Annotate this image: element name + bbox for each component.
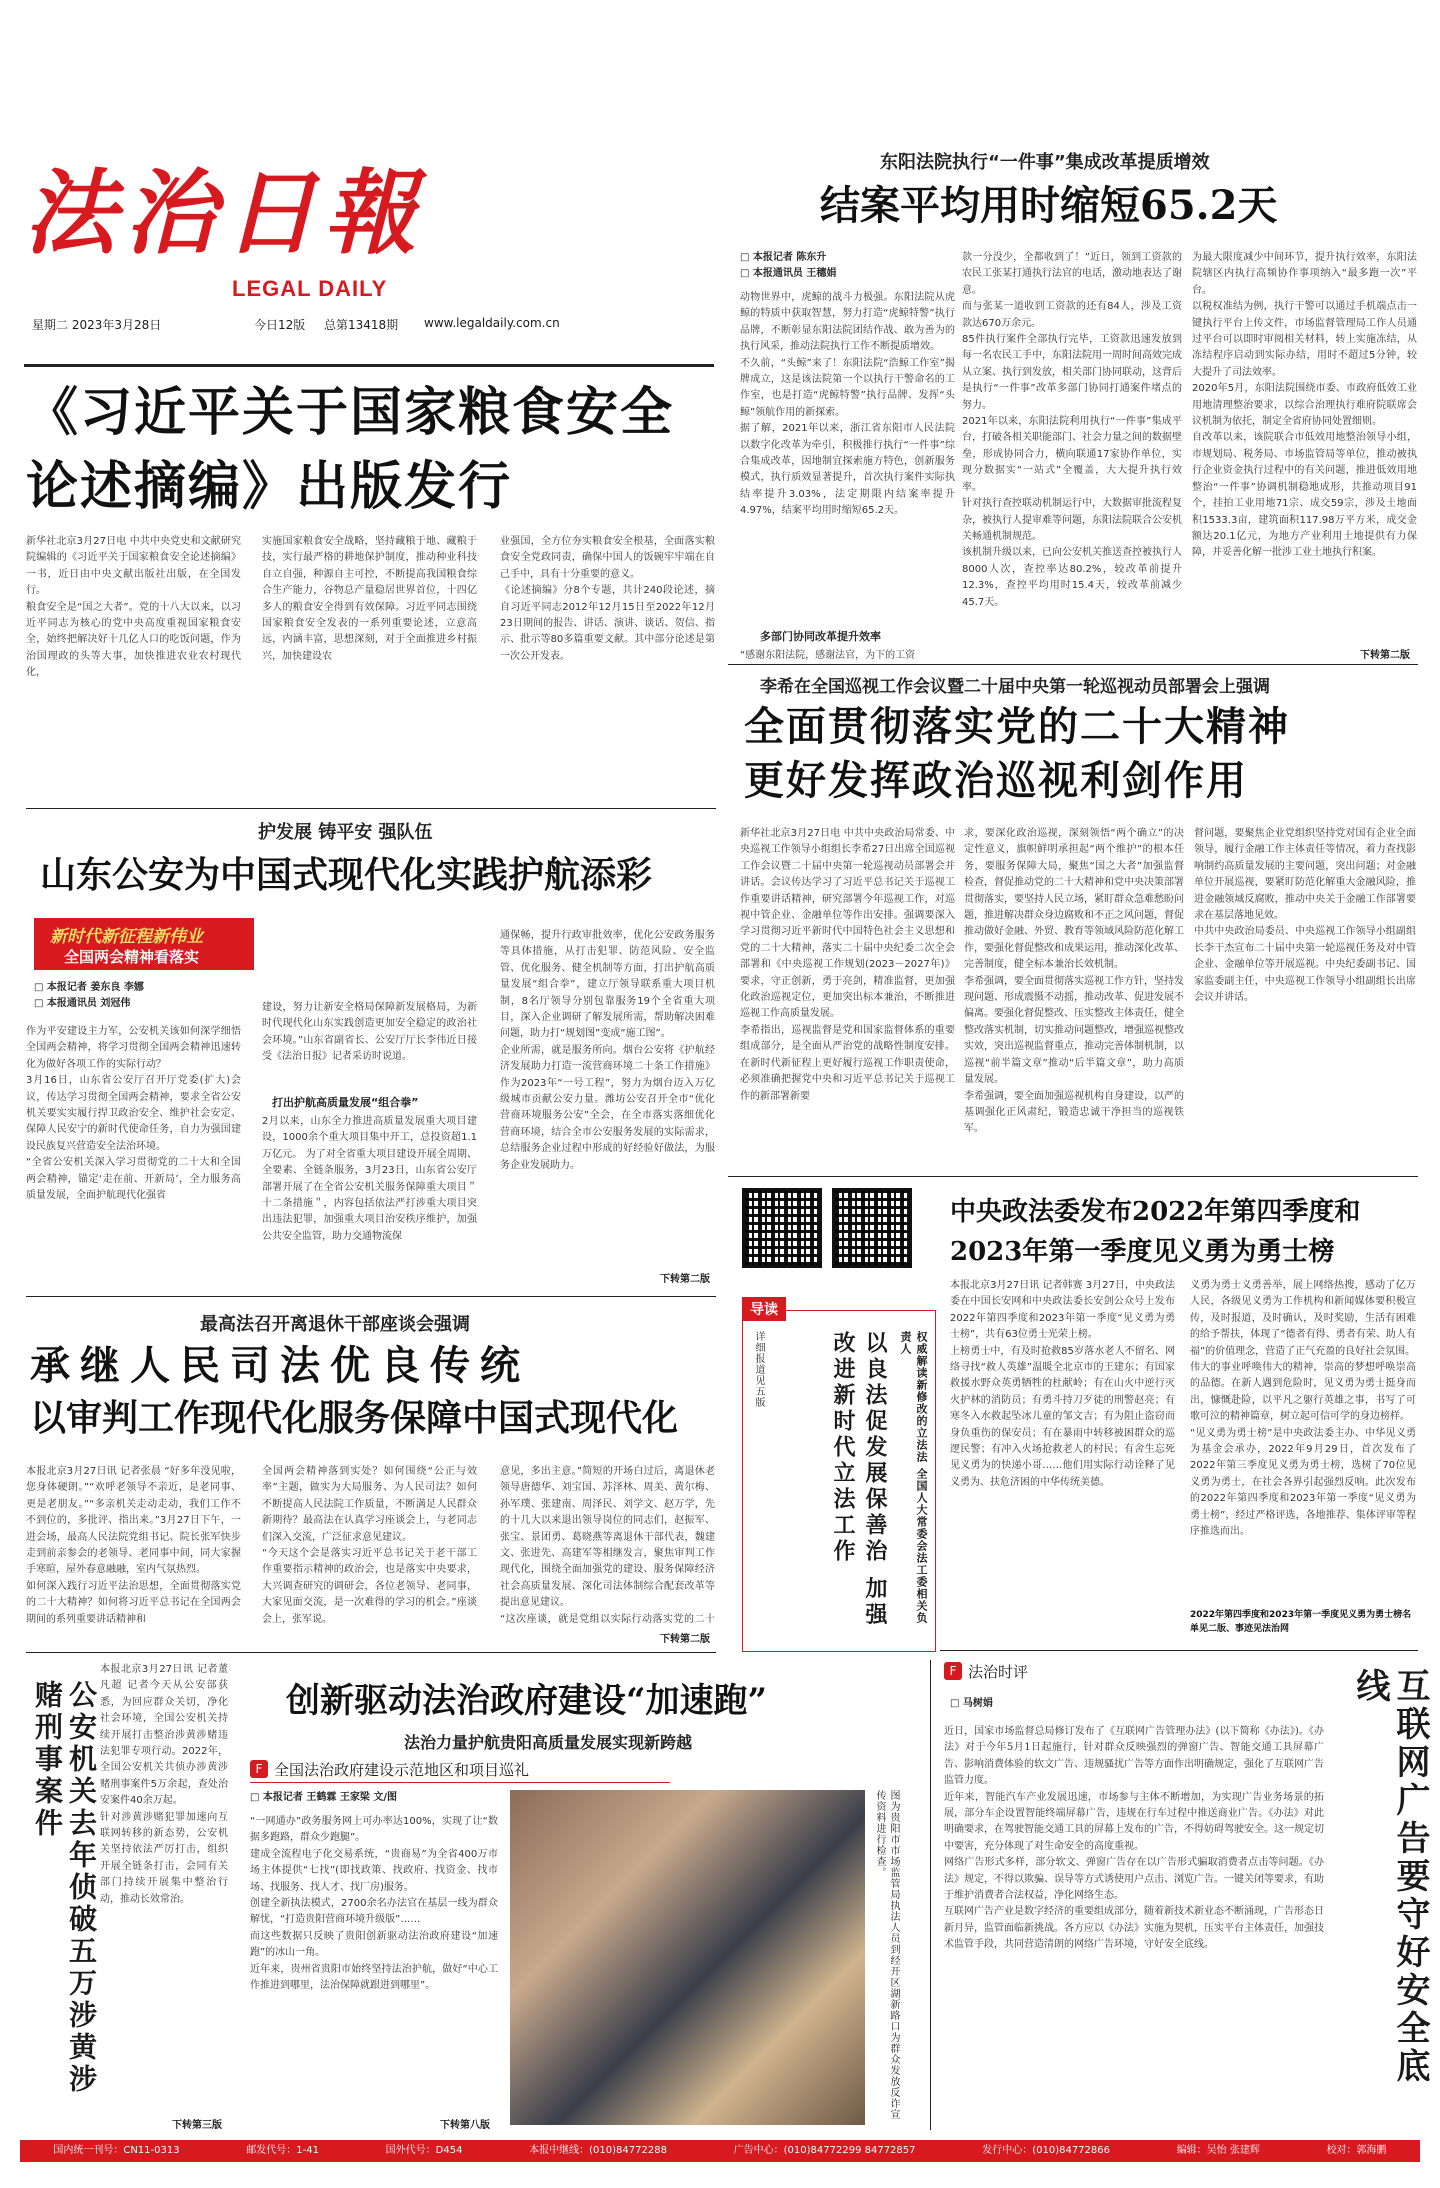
footer-item: 本报中继线：(010)84772288 bbox=[529, 2145, 667, 2156]
footer-item: 国外代号：D454 bbox=[385, 2145, 463, 2156]
hero-divider bbox=[940, 1650, 1418, 1651]
shandong-divider bbox=[26, 1296, 716, 1297]
lead-col3: 业强国，全方位夯实粮食安全根基，全面落实粮食安全党政同责，确保中国人的饭碗牢牢端在自己手中，具有十分重要的意义。 《论述摘编》分8个专题，共计240段论述，摘自习近平同志2012年12月15日至2022年12月23日期间的报告、讲话、演讲、谈话、贺信、指示、批示等80多篇重要文献。其中部分论述是第一次公开发表。 bbox=[500, 536, 715, 662]
commentary-label: 法治时评 bbox=[968, 1663, 1029, 1681]
hero-caption[interactable]: 2022年第四季度和2023年第一季度见义勇为勇士榜名单见二版、事迹见法治网 bbox=[1190, 1610, 1412, 1634]
masthead-date: 星期二 2023年3月28日 bbox=[32, 318, 162, 332]
hero-headline-1: 中央政法委发布2022年第四季度和 bbox=[950, 1197, 1361, 1227]
shandong-continued[interactable]: 下转第二版 bbox=[660, 1274, 710, 1285]
shandong-headline: 山东公安为中国式现代化实践护航添彩 bbox=[40, 854, 653, 896]
lead-col2: 实施国家粮食安全战略，坚持藏粮于地、藏粮于技，实行最严格的耕地保护制度，推动种业科技自立自强，种源自主可控，不断提高我国粮食综合生产能力，谷物总产量稳居世界首位，十四亿多人的粮食安全得到有效保障。习近平同志围绕国家粮食安全发表的一系列重要论述，立意高远，内涵丰富，思想深刻，对于全面推进乡村振兴，加快建设农 bbox=[262, 536, 477, 662]
yellow-crime-continued[interactable]: 下转第三版 bbox=[172, 2120, 222, 2131]
daodu-sub: 权威解读新修改的立法法 全国人大常委会法工委相关负责人 bbox=[899, 1331, 928, 1624]
footer-item: 邮发代号：1-41 bbox=[246, 2145, 319, 2156]
innovation-subhead: 法治力量护航贵阳高质量发展实现新跨越 bbox=[404, 1733, 693, 1752]
hero-col2: 义勇为勇士义勇善举，展上网络热搜，感动了亿万人民，各级见义勇为工作机构和新闻媒体要积极宣传，及时报道，及时确认，及时奖励，生活有困难的给予帮扶，体现了“德者有得、勇者有荣、助人有福”的价值理念，营造了正气充盈的良好社会氛围。 伟大的事业呼唤伟大的精神，崇高的梦想呼唤崇高的品德。在新人遇到危险时，见义勇为勇士挺身而出，慷慨赴险，以平凡之躯行英雄之事，书写了可歌可泣的精神篇章，树立起可信可学的身边榜样。 “见义勇为勇士榜”是中央政法委主办、中华见义勇为基金会承办，2022年9月29日，首次发布了2022年第三季度见义勇为勇士榜，选树了70位见义勇为勇士，在社会各界引起强烈反响。此次发布的2022年第四季度和2023年第一季度“见义勇为勇士榜”，经过严格评选，各地推荐、集体评审等程序推选而出。 bbox=[1190, 1280, 1416, 1538]
innovation-right-rule bbox=[930, 1660, 931, 2130]
app-qr-code[interactable] bbox=[832, 1188, 912, 1268]
top-right-col1: 动物世界中，虎鲸的战斗力极强。东阳法院从虎鲸的特质中获取智慧，努力打造“虎鲸特警”执行品牌，不断彰显东阳法院团结作战、敢为善为的执行风采，推动法院执行工作不断提质增效。 不久前，“头鲸”来了！东阳法院“浩鲸工作室”揭牌成立，这是该法院第一个以执行干警命名的工作室，也是打造“虎鲸特警”执行品牌、发挥“头鲸”领航作用的新探索。 据了解，2021年以来，浙江省东阳市人民法院以数字化改革为牵引，积极推行执行“一件事”综合集成改革，因地制宜探索施方特色，创新服务模式，执行质效显著提升，首次执行案件实际执结率提升3.03%，法定期限内结案率提升4.97%，结案平均用时缩短65.2天。 bbox=[740, 292, 955, 517]
top-right-kicker: 东阳法院执行“一件事”集成改革提质增效 bbox=[880, 152, 1210, 173]
wechat-qr-code[interactable] bbox=[742, 1188, 822, 1268]
masthead-issue: 总第13418期 bbox=[324, 318, 399, 332]
shandong-banner-line1: 新时代新征程新伟业 bbox=[50, 927, 203, 947]
retired-headline-2: 以审判工作现代化服务保障中国式现代化 bbox=[30, 1397, 679, 1439]
retired-col2: 全国两会精神落到实处？如何围绕“公正与效率”主题，做实为大局服务、为人民司法？如何不断提高人民法院工作质量，不断满足人民群众新期待？最高法在认真学习座谈会上，与老同志们深入交流，广泛征求意见建议。 “今天这个会是落实习近平总书记关于老干部工作重要指示精神的政治会，也是落实中央要求，大兴调查研究的调研会，各位老领导、老同事，大家见面交流，是一次难得的学习的机会。”座谈会上，张军说。 bbox=[262, 1466, 477, 1625]
innovation-col: “一网通办”政务服务网上可办率达100%，实现了让“数据多跑路，群众少跑腿”。 建成全流程电子化交易系统，“贵商易”为全省400万市场主体提供“七找”(即找政策、找政府、找资金、找市场、找服务、找人才、找厂房)服务。 创建全新执法模式，2700余名办法官在基层一线为群众解忧，“打造贵阳营商环境升级版”…… 而这些数据只反映了贵阳创新驱动法治政府建设“加速跑”的冰山一角。 近年来，贵州省贵阳市始终坚持法治护航，做好“中心工作推进到哪里，法治保障就跟进到哪里”。 bbox=[250, 1816, 498, 1992]
inspection-headline-2: 更好发挥政治巡视利剑作用 bbox=[744, 757, 1248, 804]
hero-col1: 本报北京3月27日讯 记者韩赛 3月27日，中央政法委在中国长安网和中央政法委长安剑公众号上发布2022年第四季度和2023年第一季度“见义勇为勇士榜”，共有63位勇士光荣上榜。 上榜勇士中，有及时抢救85岁落水老人不留名、网络寻找“救人英雄”温暖全北京市的王建东；有国家救援水野众英勇牺牲的杜献岭；有在山火中逆行灭火护林的消防员；有勇斗持刀歹徒的刑警赵亮；有寒冬入水救起坠冰儿童的邹文吉；有为阻止盗窃而身负重伤的保安员；有在暴雨中转移被困群众的巡逻民警；有冲入火场抢救老人的村民；有舍生忘死见义勇为的快递小哥……他们用实际行动诠释了见义勇为、扶危济困的中华传统美德。 bbox=[950, 1280, 1175, 1488]
shandong-byline-correspondent: □ 本报通讯员 刘冠伟 bbox=[34, 998, 131, 1009]
lead-divider bbox=[26, 808, 716, 809]
daodu-note[interactable]: 详细报道见五版 bbox=[753, 1331, 764, 1408]
retired-continued[interactable]: 下转第二版 bbox=[660, 1634, 710, 1645]
commentary-headline: 互联网广告要守好安全底线 bbox=[1350, 1668, 1430, 2086]
innovation-photo-caption: 图为贵阳市市场监管局执法人员到经开区湖新路口为群众发放反诈宣传资料进行检查。 bbox=[874, 1790, 899, 2120]
daodu-box bbox=[742, 1302, 936, 1652]
inspection-top-rule bbox=[728, 664, 1418, 665]
shandong-col1: 作为平安建设主力军，公安机关该如何深学细悟全国两会精神，将学习贯彻全国两会精神迅速转化为做好各项工作的实际行动？ 3月16日，山东省公安厅召开厅党委(扩大)会议，传达学习贯彻全国两会精神，要求全省公安机关要实实履行捍卫政治安全、维护社会安定、保障人民安宁的新时代使命任务，自力为强国建设民族复兴营造安全法治环境。 “全省公安机关深入学习贯彻党的二十大和全国两会精神，锚定‘走在前、开新局’，全力服务高质量发展，全面护航现代化强省 bbox=[26, 1026, 241, 1202]
lead-headline: 《习近平关于国家粮食安全论述摘编》出版发行 bbox=[26, 382, 675, 517]
daodu-label: 导读 bbox=[742, 1297, 786, 1321]
commentary-label-box bbox=[944, 1660, 1144, 1684]
retired-col3: 意见，多出主意。”简短的开场白过后，离退休老领导唐德华、刘宝国、苏泽林、周美、黄尔梅、孙军璞、张建南、周泽民、刘学文、赵万学，先的十几大以来退出领导岗位的同志们，赵振军、张宝、景团勇、葛晓燕等离退休干部代表，魏建文、张进先、高建军等相继发言，聚焦审判工作现代化，围绕全面加强党的建设、服务保障经济社会高质量发展、深化司法体制综合配套改革等提出意见建议。 “这次座谈，就是党组以实际行动落实党的二十 bbox=[500, 1466, 715, 1625]
shandong-subhead: 打出护航高质量发展“组合拳” bbox=[272, 1096, 419, 1109]
commentary-body: 近日，国家市场监督总局修订发布了《互联网广告管理办法》(以下简称《办法》)。《办法》对于今年5月1日起施行，针对群众反映强烈的弹窗广告、智能交通工具屏幕广告、影响消费体验的软文广告、违规骚扰广告等方面作出明确规定，强化了互联网广告监管力度。 近年来，智能汽车产业发展迅速，市场参与主体不断增加，为实现广告业务场景的拓展，部分车企设置智能终端屏幕广告，违规在行车过程中推送商业广告。《办法》对此明确要求，在驾驶智能交通工具的屏幕上发布的广告，不得妨碍驾驶安全。这一规定切中要害，充分体现了对生命安全的高度重视。 网络广告形式多样，部分软文、弹窗广告存在以广告形式骗取消费者点击等问题。《办法》规定，不得以欺骗、误导等方式诱使用户点击、浏览广告。一键关闭等要求，有助于维护消费者合法权益，净化网络生态。 互联网广告产业是数字经济的重要组成部分，随着新技术新业态不断涌现，广告形态日新月异，监管面临新挑战。各方应以《办法》实施为契机，压实平台主体责任，加强技术监管手段，共同营造清朗的网络广告环境，守好安全底线。 bbox=[944, 1726, 1324, 1951]
daodu-headline[interactable]: 以良法促发展保善治 加强改进新时代立法工作 bbox=[830, 1331, 888, 1629]
footer-item: 编辑：吴怡 张建辉 bbox=[1176, 2145, 1260, 2156]
shandong-byline-reporter: □ 本报记者 姜东良 李娜 bbox=[34, 982, 144, 993]
retired-kicker: 最高法召开离退休干部座谈会强调 bbox=[200, 1314, 470, 1335]
masthead-english: LEGAL DAILY bbox=[232, 276, 388, 301]
innovation-continued[interactable]: 下转第八版 bbox=[440, 2120, 490, 2131]
masthead bbox=[24, 148, 584, 358]
footer-bar bbox=[20, 2140, 1420, 2162]
inspection-col2: 求，要深化政治巡视，深刻领悟“两个确立”的决定性意义，旗帜鲜明承担起“两个维护”的根本任务，要服务保障大局，聚焦“国之大者”加强监督检查，督促推动党的二十大精神和党中央决策部署贯彻落实，要坚持人民立场，紧盯群众急难愁盼问题，推进解决群众身边腐败和不正之风问题，督促推动做好金融、外贸、教育等领域风险防范化解工作，要强化督促整改和成果运用，推动深化改革、完善制度，健全标本兼治长效机制。 李希强调，要全面贯彻落实巡视工作方针，坚持发现问题、形成震慑不动摇，推动改革、促进发展不偏离。要强化督促整改、压实整改主体责任，健全整改落实机制，切实推动问题整改，增强巡视整改实效，突出巡视监督重点，推动完善体制机制，以巡视“前半篇文章”推动“后半篇文章”，助力高质量发展。 李希强调，要全面加强巡视机构自身建设，以严的基调强化正风肃纪，锻造忠诚干净担当的巡视铁军。 bbox=[964, 828, 1184, 1135]
masthead-website[interactable]: www.legaldaily.com.cn bbox=[424, 316, 560, 330]
footer-item: 国内统一刊号：CN11-0313 bbox=[53, 2145, 180, 2156]
footer-item: 发行中心：(010)84772866 bbox=[982, 2145, 1110, 2156]
shandong-col2b: 2月以来，山东全力推进高质量发展重大项目建设，1000余个重大项目集中开工，总投资超1.1万亿元。 为了对全省重大项目建设开展全周期、全要素、全链条服务，3月23日，山东省公安厅部署开展了在全省公安机关服务保障重大项目＂十二条措施＂，内容包括依法严打涉重大项目突出违法犯罪，加强重大项目治安秩序维护，加强公共安全监管，助力交通物流保 bbox=[262, 1116, 477, 1242]
innovation-banner bbox=[250, 1758, 670, 1783]
innovation-byline: □ 本报记者 王鹤霖 王家梁 文/图 bbox=[250, 1792, 398, 1803]
innovation-photo bbox=[510, 1790, 865, 2125]
inspection-headline-1: 全面贯彻落实党的二十大精神 bbox=[744, 703, 1290, 750]
lead-col1: 新华社北京3月27日电 中共中央党史和文献研究院编辑的《习近平关于国家粮食安全论述摘编》一书，近日由中央文献出版社出版，在全国发行。 粮食安全是“国之大者”。党的十八大以来，以习近平同志为核心的党中央高度重视国家粮食安全，始终把解决好十几亿人口的吃饭问题，作为治国理政的头等大事，加快推进农业农村现代化， bbox=[26, 536, 241, 679]
hero-headline-2: 2023年第一季度见义勇为勇士榜 bbox=[950, 1237, 1335, 1267]
innovation-headline: 创新驱动法治政府建设“加速跑” bbox=[286, 1681, 768, 1721]
top-right-headline: 结案平均用时缩短65.2天 bbox=[820, 182, 1278, 229]
inspection-kicker: 李希在全国巡视工作会议暨二十届中央第一轮巡视动员部署会上强调 bbox=[760, 677, 1270, 697]
shandong-banner-line2: 全国两会精神看落实 bbox=[64, 948, 200, 966]
retired-col1: 本报北京3月27日讯 记者张晨 “好多年没见啦，您身体硬朗。”“欢呼老领导不亲近，是老同事、更是老朋友。”“多亲机关走动走动，我们工作不不到位的，多批评、指出来。”3月27日下午，一进会场，最高人民法院党组书记、院长张军快步走到前亲参会的老领导、老同事中间，同大家握手寒暄，屋外春意融融，室内气氛热烈。 如何深入践行习近平法治思想，全面贯彻落实党的二十大精神？如何将习近平总书记在全国两会期间的系列重要讲话精神和 bbox=[26, 1466, 241, 1625]
top-right-subhead: 多部门协同改革提升效率 bbox=[760, 630, 881, 643]
inspection-col3: 督问题，要聚焦企业党组织坚持党对国有企业全面领导，履行金融工作主体责任等情况，着力查找影响制约高质量发展的主要问题，突出问题；对金融单位开展巡视，要紧盯防范化解重大金融风险，推进金融领域反腐败，推动中央关于金融工作部署要求在基层落地见效。 中共中央政治局委员、中央巡视工作领导小组副组长李干杰宣布二十届中央第一轮巡视任务及对中管企业、金融单位等开展巡视。中央纪委副书记、国家监委副主任，中央巡视工作领导小组副组长出席会议并讲话。 bbox=[1194, 828, 1416, 1004]
commentary-byline: □ 马树娟 bbox=[950, 1698, 993, 1709]
masthead-pages: 今日12版 bbox=[254, 318, 306, 332]
innovation-banner-icon: F bbox=[250, 1760, 268, 1778]
top-right-byline-correspondent: □ 本报通讯员 王穗娟 bbox=[740, 268, 837, 279]
top-right-continued[interactable]: 下转第二版 bbox=[1360, 650, 1410, 661]
yellow-crime-headline: 公安机关去年侦破五万涉黄涉赌刑事案件 bbox=[31, 1680, 98, 2096]
yellow-crime-col: 本报北京3月27日讯 记者董凡超 记者今天从公安部获悉，为回应群众关切，净化社会环境，全国公安机关持续开展打击整治涉黄涉赌违法犯罪专项行动。2022年，全国公安机关共侦办涉黄涉赌刑事案件5万余起，查处治安案件40余万起。 针对涉黄涉赌犯罪加速向互联网转移的新态势，公安机关坚持依法严厉打击，组织开展全链条打击，会同有关部门持续开展集中整治行动，推动长效常治。 bbox=[100, 1664, 228, 1905]
innovation-banner-text: 全国法治政府建设示范地区和项目巡礼 bbox=[274, 1761, 530, 1779]
commentary-icon: F bbox=[944, 1662, 962, 1680]
inspection-col1: 新华社北京3月27日电 中共中央政治局常委、中央巡视工作领导小组组长李希27日出席全国巡视工作会议暨二十届中央第一轮巡视动员部署会并讲话。会议传达学习了习近平总书记关于巡视工作重要讲话精神，研究部署今年巡视工作，对巡视中管企业、金融单位等作出安排。强调要深入学习贯彻习近平新时代中国特色社会主义思想和党的二十大精神，落实二十届中央纪委二次全会部署和《中央巡视工作规划(2023－2027年)》要求，守正创新，勇于亮剑，精准监督，更加强化政治巡视定位，更加突出标本兼治，不断推进巡视工作高质量发展。 李希指出，巡视监督是党和国家监督体系的重要组成部分，是全面从严治党的战略性制度安排。在新时代新征程上更好履行巡视工作职责使命，必须准确把握党中央和习近平总书记关于巡视工作的新部署新要 bbox=[740, 828, 955, 1102]
top-right-col2: 款一分没少，全都收到了！”近日，领到工资款的农民工张某打通执行法官的电话，激动地表达了谢意。 而与张某一道收到工资款的还有84人，涉及工资款达670万余元。 85件执行案件全部执行完毕，工资款迅速发放到每一名农民工手中，东阳法院用一周时间高效完成从立案、执行到发放，相关部门协同联动，这背后是执行“一件事”改革多部门协同打通案件堵点的努力。 2021年以来，东阳法院利用执行“一件事”集成平台，打破各相关职能部门、社会力量之间的数据壁垒，形成协同合力，横向联通17家协作单位，实现分数据实“一站式”全覆盖，大大提升执行效率。 针对执行查控联动机制运行中，大数据审批流程复杂，被执行人提审难等问题，东阳法院联合公安机关畅通机制规范。 该机制升级以来，已向公安机关推送查控被执行人8000人次，查控率达80.2%，较改革前提升12.3%，查控平均用时15.4天，较改革前减少45.7天。 bbox=[962, 252, 1182, 608]
retired-divider bbox=[26, 1652, 716, 1653]
retired-headline-1: 承继人民司法优良传统 bbox=[30, 1342, 530, 1389]
inspection-divider bbox=[728, 1176, 1418, 1177]
masthead-rule bbox=[24, 364, 714, 367]
shandong-col2: 建设，努力让新安全格局保障新发展格局，为新时代现代化山东实践创造更加安全稳定的政治社会环境。”山东省副省长、公安厅厅长李伟近日接受《法治日报》记者采访时说道。 bbox=[262, 1002, 477, 1063]
top-right-col1b: “感谢东阳法院，感谢法官，为下的工资 bbox=[740, 650, 916, 661]
shandong-col3: 通保畅，提升行政审批效率，优化公安政务服务等具体措施，从打击犯罪、防范风险、安全监管、优化服务、健全机制等方面，打出护航高质量发展“组合拳”，建立厅领导联系重大项目机制，8名厅领导分别包靠服务19个全省重大项目，深入企业调研了解发展所需，帮助解决困难问题，助力打“规划图”变成“施工图”。 企业所需，就是服务所向。烟台公安将《护航经济发展助力打造一流营商环境二十条工作措施》作为2023年“一号工程”，努力为烟台迈入万亿级城市贡献公安力量。潍坊公安召开全市“优化营商环境服务公安”全会，在全市落实落细优化营商环境，结合全市公安服务发展的实际需求，总结服务企业过程中形成的好经验好做法，为服务企业发展助力。 bbox=[500, 930, 715, 1171]
masthead-title: 法治日報 bbox=[24, 159, 425, 267]
top-right-col3: 为最大限度减少中间环节，提升执行效率，东阳法院辖区内执行高频协作事项纳入“最多跑一次”平台。 以税权准结为例，执行干警可以通过手机端点击一键执行平台上传文件，市场监督管理局工作人员通过平台可以即时审阅相关材料，转上实施冻结，从冻结程序启动到实际办结，用时不超过5分钟，较大提升了司法效率。 2020年5月，东阳法院围绕市委、市政府低效工业用地清理整治要求，以综合治理执行难府院联席会议机制为依托，制定全省府协同处置细则。 自改革以来，该院联合市低效用地整治领导小组，市规划局、税务局、市场监管局等单位，推动被执行企业资金执行过程中的有关问题，推进低效用地整治“一件事”协调机制稳地成形，共推动项目91个，挂拍工业用地71宗、成交59宗，涉及土地面积1533.3亩，建筑面积117.98万平方米，成交金额达20.1亿元，为地方产业利用土地提供有力保障，并妥善化解一批涉工业土地执行积案。 bbox=[1192, 252, 1417, 559]
footer-item: 广告中心：(010)84772299 84772857 bbox=[733, 2145, 916, 2156]
shandong-banner bbox=[34, 918, 254, 970]
top-right-byline-reporter: □ 本报记者 陈东升 bbox=[740, 252, 827, 263]
footer-item: 校对：郭海鹏 bbox=[1326, 2145, 1387, 2156]
shandong-kicker: 护发展 铸平安 强队伍 bbox=[258, 822, 433, 843]
